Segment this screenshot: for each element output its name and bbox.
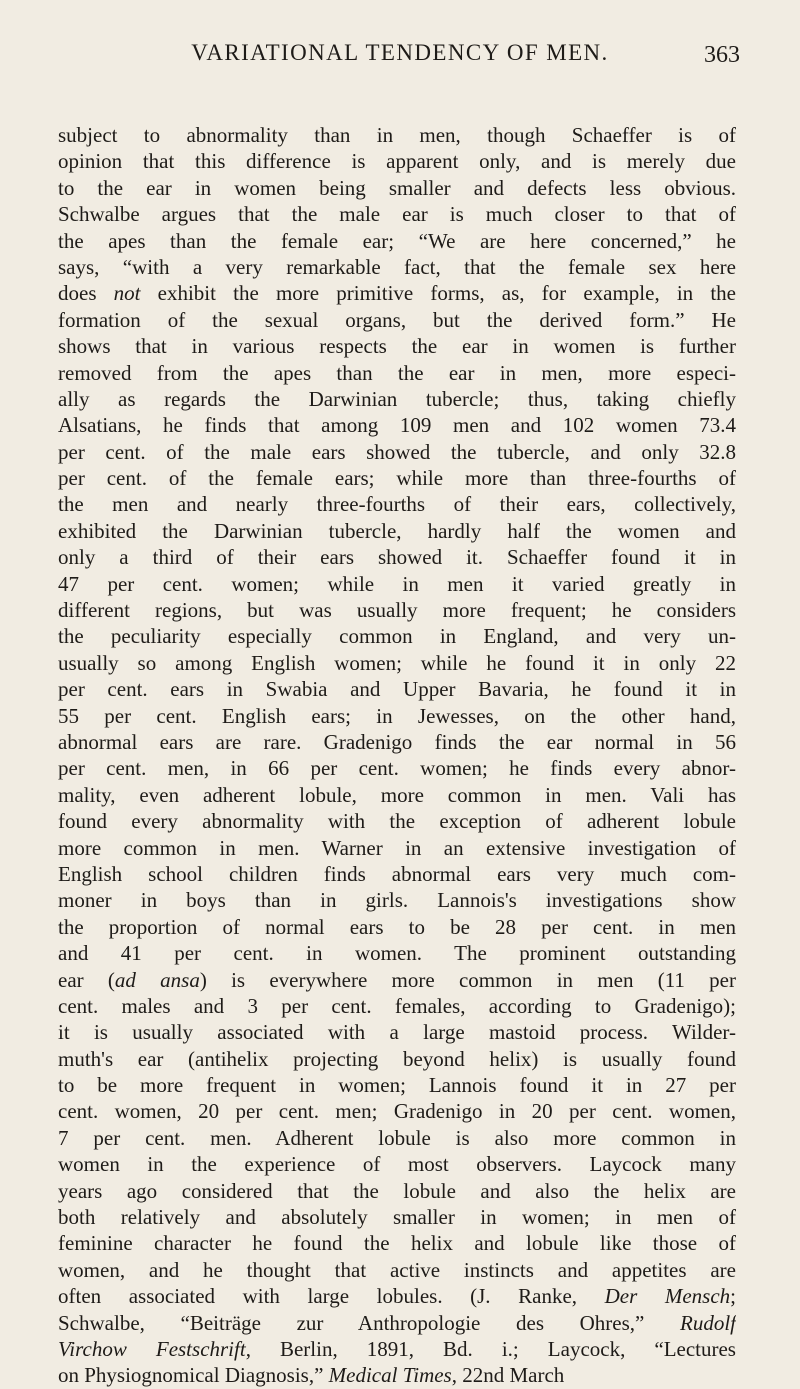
page-header bbox=[60, 40, 740, 80]
text-line: Alsatians, he finds that among 109 men and 102 women 73.4 bbox=[58, 413, 736, 438]
body-text bbox=[58, 122, 736, 1389]
text-line: says, “with a very remarkable fact, that the female sex here bbox=[58, 254, 736, 279]
text-line: different regions, but was usually more frequent; he considers bbox=[58, 598, 736, 623]
text-line: the men and nearly three-fourths of their ears, collectively, bbox=[58, 492, 736, 517]
text-line: 47 per cent. women; while in men it varied greatly in bbox=[58, 571, 736, 596]
text-line: formation of the sexual organs, but the derived form.” He bbox=[58, 307, 736, 332]
text-line: often associated with large lobules. (J. Ranke, Der Mensch; bbox=[58, 1284, 736, 1309]
page-number: 363 bbox=[704, 42, 740, 68]
text-line: moner in boys than in girls. Lannois's investigations show bbox=[58, 888, 736, 913]
text-line: more common in men. Warner in an extensive investigation of bbox=[58, 835, 736, 860]
text-line: 55 per cent. English ears; in Jewesses, on the other hand, bbox=[58, 703, 736, 728]
text-line: it is usually associated with a large mastoid process. Wilder- bbox=[58, 1020, 736, 1045]
text-line: only a third of their ears showed it. Schaeffer found it in bbox=[58, 545, 736, 570]
text-line: muth's ear (antihelix projecting beyond helix) is usually found bbox=[58, 1046, 736, 1071]
text-line: per cent. of the female ears; while more than three-fourths of bbox=[58, 466, 736, 491]
text-line: shows that in various respects the ear in women is further bbox=[58, 334, 736, 359]
text-line: both relatively and absolutely smaller in women; in men of bbox=[58, 1205, 736, 1230]
text-line: usually so among English women; while he found it in only 22 bbox=[58, 650, 736, 675]
text-line: the peculiarity especially common in England, and very un- bbox=[58, 624, 736, 649]
text-line: cent. males and 3 per cent. females, according to Gradenigo); bbox=[58, 993, 736, 1018]
text-line: ear (ad ansa) is everywhere more common in men (11 per bbox=[58, 967, 736, 992]
text-line: mality, even adherent lobule, more common in men. Vali has bbox=[58, 782, 736, 807]
text-line: opinion that this difference is apparent only, and is merely due bbox=[58, 149, 736, 174]
text-line: years ago considered that the lobule and also the helix are bbox=[58, 1178, 736, 1203]
text-line: per cent. men, in 66 per cent. women; he finds every abnor- bbox=[58, 756, 736, 781]
text-line: the apes than the female ear; “We are here concerned,” he bbox=[58, 228, 736, 253]
text-line: removed from the apes than the ear in men, more especi- bbox=[58, 360, 736, 385]
text-line: feminine character he found the helix and lobule like those of bbox=[58, 1231, 736, 1256]
text-line: and 41 per cent. in women. The prominent outstanding bbox=[58, 941, 736, 966]
text-line: per cent. ears in Swabia and Upper Bavaria, he found it in bbox=[58, 677, 736, 702]
text-line: women in the experience of most observers. Laycock many bbox=[58, 1152, 736, 1177]
text-line: per cent. of the male ears showed the tubercle, and only 32.8 bbox=[58, 439, 736, 464]
text-line: 7 per cent. men. Adherent lobule is also more common in bbox=[58, 1125, 736, 1150]
text-line: exhibited the Darwinian tubercle, hardly half the women and bbox=[58, 518, 736, 543]
text-line: English school children finds abnormal ears very much com- bbox=[58, 861, 736, 886]
text-line: ally as regards the Darwinian tubercle; thus, taking chiefly bbox=[58, 386, 736, 411]
text-line: women, and he thought that active instincts and appetites are bbox=[58, 1257, 736, 1282]
text-line: abnormal ears are rare. Gradenigo finds the ear normal in 56 bbox=[58, 729, 736, 754]
text-line: cent. women, 20 per cent. men; Gradenigo in 20 per cent. women, bbox=[58, 1099, 736, 1124]
text-line: the proportion of normal ears to be 28 per cent. in men bbox=[58, 914, 736, 939]
text-line: Schwalbe, “Beiträge zur Anthropologie des Ohres,” Rudolf bbox=[58, 1310, 736, 1335]
running-title: VARIATIONAL TENDENCY OF MEN. bbox=[191, 40, 609, 65]
text-line: does not exhibit the more primitive forms, as, for example, in the bbox=[58, 281, 736, 306]
text-line: found every abnormality with the exception of adherent lobule bbox=[58, 809, 736, 834]
text-line: subject to abnormality than in men, though Schaeffer is of bbox=[58, 123, 736, 147]
text-line: Schwalbe argues that the male ear is much closer to that of bbox=[58, 202, 736, 227]
text-line: on Physiognomical Diagnosis,” Medical Times, 22nd March bbox=[58, 1363, 565, 1388]
text-line: Virchow Festschrift, Berlin, 1891, Bd. i.; Laycock, “Lectures bbox=[58, 1336, 736, 1361]
text-line: to be more frequent in women; Lannois found it in 27 per bbox=[58, 1073, 736, 1098]
text-line: to the ear in women being smaller and defects less obvious. bbox=[58, 175, 736, 200]
